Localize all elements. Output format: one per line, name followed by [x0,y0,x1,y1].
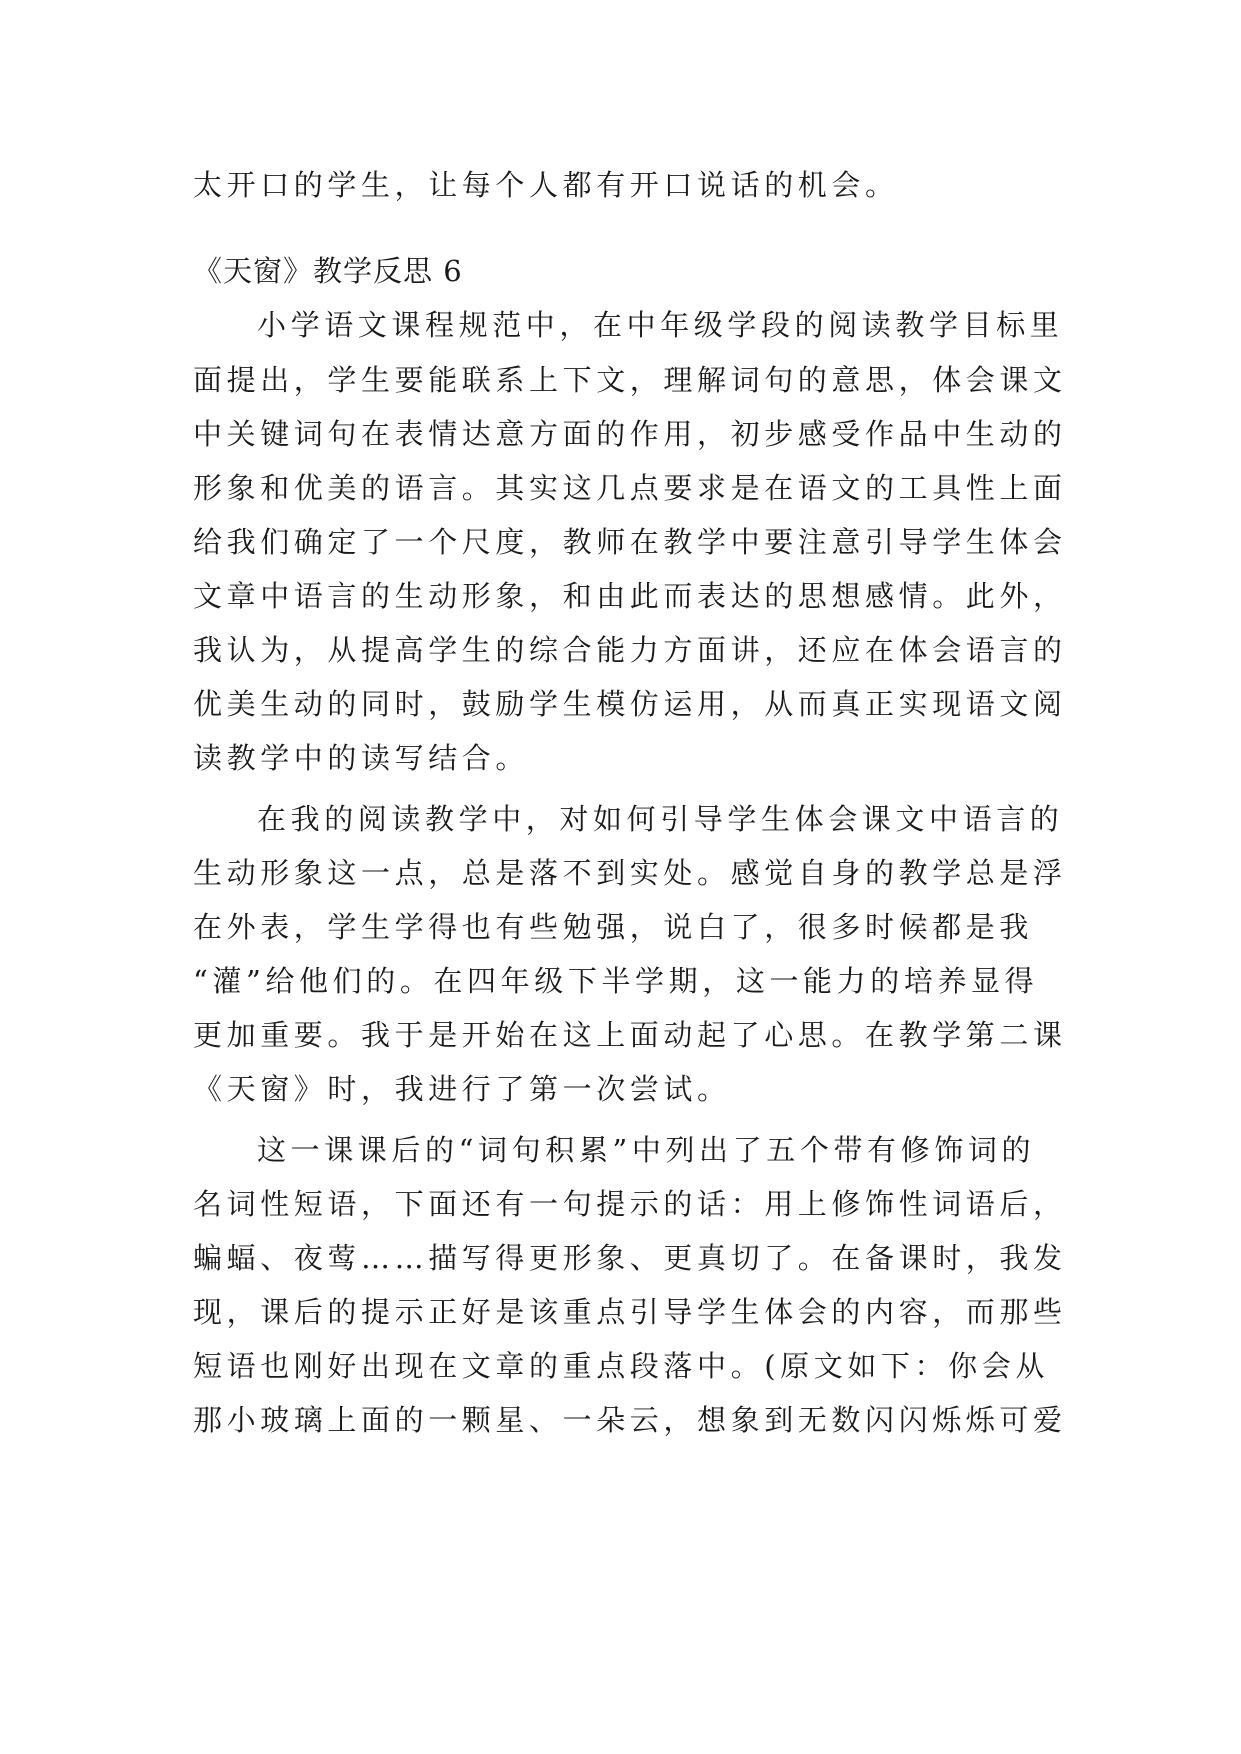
paragraph-line: 读教学中的读写结合。 [193,741,530,775]
continuation-line: 太开口的学生，让每个人都有开口说话的机会。 [193,168,899,202]
paragraph-line: 在我的阅读教学中，对如何引导学生体会课文中语言的 [257,802,1064,836]
paragraph-line: 《天窗》时，我进行了第一次尝试。 [193,1072,731,1106]
paragraph-line: 名词性短语，下面还有一句提示的话：用上修饰性词语后， [193,1187,1067,1221]
paragraph-line: 这一课课后的“词句积累”中列出了五个带有修饰词的 [257,1133,1036,1167]
paragraph-line: “灌”给他们的。在四年级下半学期，这一能力的培养显得 [193,964,1039,998]
paragraph-line: 现，课后的提示正好是该重点引导学生体会的内容，而那些 [193,1295,1067,1329]
paragraph-line: 给我们确定了一个尺度，教师在教学中要注意引导学生体会 [193,525,1067,559]
paragraph-line: 生动形象这一点，总是落不到实处。感觉自身的教学总是浮 [193,856,1067,890]
paragraph-line: 面提出，学生要能联系上下文，理解词句的意思，体会课文 [193,363,1067,397]
paragraph-line: 在外表，学生学得也有些勉强，说白了，很多时候都是我 [193,910,1034,944]
paragraph-line: 小学语文课程规范中，在中年级学段的阅读教学目标里 [257,308,1064,342]
paragraph-line: 短语也刚好出现在文章的重点段落中。(原文如下：你会从 [193,1349,1049,1383]
paragraph-line: 文章中语言的生动形象，和由此而表达的思想感情。此外， [193,579,1067,613]
paragraph-line: 中关键词句在表情达意方面的作用，初步感受作品中生动的 [193,417,1067,451]
paragraph-line: 蝙蝠、夜莺……描写得更形象、更真切了。在备课时，我发 [193,1241,1067,1275]
paragraph-line: 更加重要。我于是开始在这上面动起了心思。在教学第二课 [193,1018,1067,1052]
paragraph-line: 形象和优美的语言。其实这几点要求是在语文的工具性上面 [193,471,1067,505]
paragraph-line: 那小玻璃上面的一颗星、一朵云，想象到无数闪闪烁烁可爱 [193,1403,1067,1437]
paragraph-line: 我认为，从提高学生的综合能力方面讲，还应在体会语言的 [193,633,1067,667]
section-title: 《天窗》教学反思 6 [193,254,463,288]
paragraph-line: 优美生动的同时，鼓励学生模仿运用，从而真正实现语文阅 [193,687,1067,721]
